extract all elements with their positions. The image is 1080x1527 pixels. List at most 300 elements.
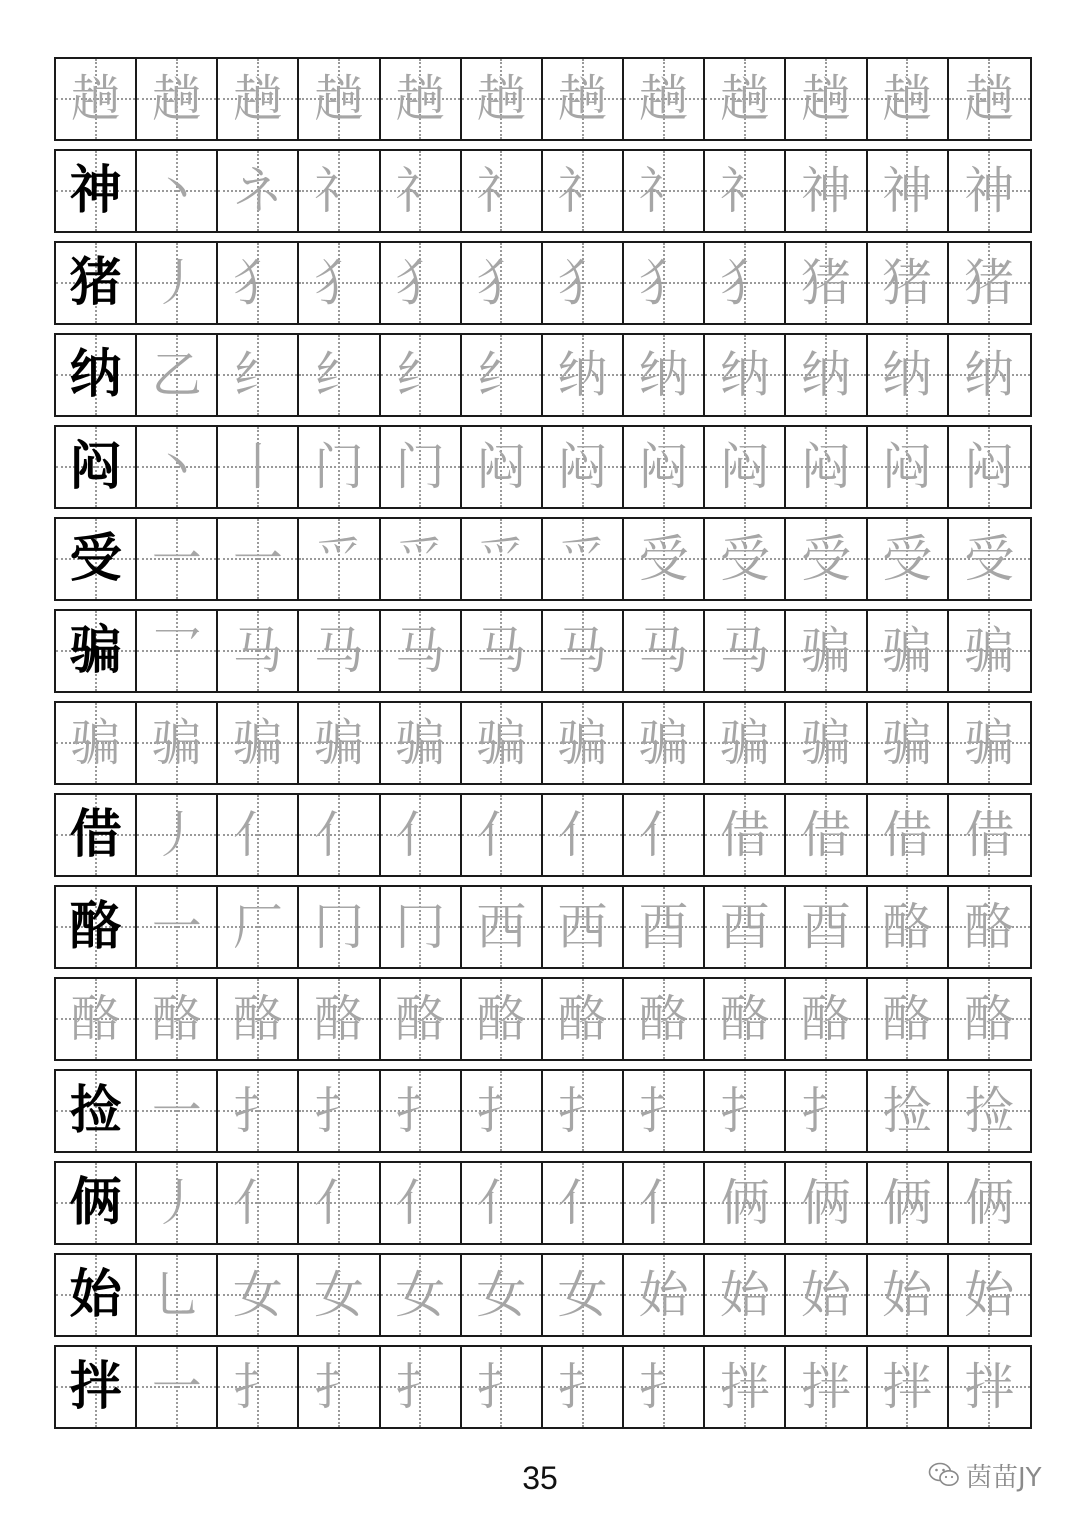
grid-cell [299,979,380,1059]
trace-character: 趟 [395,70,446,128]
trace-character: 纳 [882,346,933,404]
practice-row [54,57,1032,141]
trace-character: 女 [314,1266,365,1324]
grid-cell [949,611,1030,691]
grid-cell [462,1255,543,1335]
trace-character: 扌 [638,1358,689,1416]
grid-cell [56,151,137,231]
trace-character: 酪 [557,990,608,1048]
trace-character: 纟 [476,346,527,404]
grid-cell [218,1071,299,1151]
grid-cell [624,887,705,967]
trace-character: 扌 [232,1358,283,1416]
grid-cell [624,427,705,507]
trace-character: 丶 [151,162,202,220]
model-character: 纳 [69,345,122,405]
trace-character: 借 [964,806,1015,864]
grid-cell [543,887,624,967]
grid-cell [786,887,867,967]
grid-cell [868,427,949,507]
grid-cell [868,1163,949,1243]
trace-character: 拌 [800,1358,851,1416]
grid-cell [56,979,137,1059]
trace-character: 扌 [557,1358,608,1416]
grid-cell [218,1255,299,1335]
trace-character: 始 [964,1266,1015,1324]
trace-character: 骗 [638,714,689,772]
grid-cell [137,243,218,323]
trace-character: 酪 [882,990,933,1048]
model-character: 酪 [69,897,122,957]
trace-character: 亻 [232,1174,283,1232]
trace-character: 扌 [476,1358,527,1416]
trace-character: 一 [151,898,202,956]
trace-character: 礻 [314,162,365,220]
trace-character: 马 [557,622,608,680]
grid-cell [381,59,462,139]
trace-character: 骗 [964,714,1015,772]
grid-cell [705,243,786,323]
trace-character: 受 [964,530,1015,588]
grid-cell [462,427,543,507]
practice-row [54,1253,1032,1337]
trace-character: 扌 [395,1358,446,1416]
grid-cell [868,151,949,231]
grid-cell [56,611,137,691]
trace-character: 马 [476,622,527,680]
trace-character: 酪 [719,990,770,1048]
grid-cell [381,519,462,599]
practice-row [54,517,1032,601]
grid-cell [949,979,1030,1059]
trace-character: 门 [314,438,365,496]
grid-cell [218,59,299,139]
grid-cell [218,519,299,599]
grid-cell [705,1071,786,1151]
grid-cell [56,887,137,967]
trace-character: 借 [882,806,933,864]
grid-cell [299,59,380,139]
trace-character: 受 [882,530,933,588]
trace-character: 扌 [476,1082,527,1140]
trace-character: 西 [476,898,527,956]
grid-cell [624,611,705,691]
trace-character: 酪 [964,898,1015,956]
grid-cell [786,243,867,323]
grid-cell [56,1255,137,1335]
trace-character: 亻 [314,1174,365,1232]
trace-character: 骗 [719,714,770,772]
trace-character: 趟 [151,70,202,128]
trace-character: 酪 [70,990,121,1048]
trace-character: 闷 [638,438,689,496]
grid-cell [786,1255,867,1335]
practice-row [54,149,1032,233]
grid-cell [543,703,624,783]
trace-character: 丿 [151,254,202,312]
grid-cell [137,427,218,507]
trace-character: 酪 [395,990,446,1048]
trace-character: 酪 [476,990,527,1048]
grid-cell [137,519,218,599]
grid-cell [462,611,543,691]
trace-character: 丨 [232,438,283,496]
trace-character: 受 [800,530,851,588]
model-character: 骗 [69,621,122,681]
model-character: 神 [69,161,122,221]
grid-cell [868,1255,949,1335]
grid-cell [543,335,624,415]
trace-character: 骗 [70,714,121,772]
grid-cell [137,795,218,875]
model-character: 俩 [69,1173,122,1233]
grid-cell [462,59,543,139]
trace-character: 骗 [800,714,851,772]
grid-cell [705,1347,786,1427]
trace-character: 酪 [800,990,851,1048]
trace-character: 爫 [476,530,527,588]
trace-character: 猪 [800,254,851,312]
grid-cell [462,1163,543,1243]
grid-cell [949,427,1030,507]
trace-character: 纟 [232,346,283,404]
trace-character: 神 [882,162,933,220]
watermark-text: 茵苗JY [966,1462,1042,1493]
watermark [928,1457,1042,1493]
trace-character: 借 [800,806,851,864]
trace-character: 猪 [882,254,933,312]
grid-cell [786,795,867,875]
grid-cell [381,979,462,1059]
trace-character: 丶 [151,438,202,496]
grid-cell [624,795,705,875]
grid-cell [462,243,543,323]
grid-cell [218,611,299,691]
trace-character: 趟 [314,70,365,128]
model-character: 始 [69,1265,122,1325]
grid-cell [381,887,462,967]
trace-character: 纳 [800,346,851,404]
grid-cell [56,59,137,139]
grid-cell [868,335,949,415]
trace-character: 骗 [476,714,527,772]
grid-cell [624,519,705,599]
grid-cell [462,1347,543,1427]
trace-character: 俩 [882,1174,933,1232]
trace-character: 酉 [638,898,689,956]
trace-character: 闷 [882,438,933,496]
grid-cell [137,979,218,1059]
trace-character: 闷 [557,438,608,496]
grid-cell [624,1163,705,1243]
trace-character: 酪 [151,990,202,1048]
trace-character: 马 [395,622,446,680]
grid-cell [56,335,137,415]
trace-character: 爫 [395,530,446,588]
model-character: 捡 [69,1081,122,1141]
trace-character: 趟 [638,70,689,128]
grid-cell [949,59,1030,139]
trace-character: 扌 [557,1082,608,1140]
grid-cell [624,151,705,231]
grid-cell [56,703,137,783]
grid-cell [705,59,786,139]
trace-character: 冂 [395,898,446,956]
trace-character: 乛 [151,622,202,680]
grid-cell [868,1347,949,1427]
grid-cell [56,519,137,599]
trace-character: 女 [395,1266,446,1324]
practice-row [54,333,1032,417]
grid-cell [462,335,543,415]
grid-cell [624,243,705,323]
trace-character: 马 [719,622,770,680]
grid-cell [786,59,867,139]
trace-character: 骗 [314,714,365,772]
trace-character: 冂 [314,898,365,956]
grid-cell [299,427,380,507]
trace-character: 借 [719,806,770,864]
grid-cell [949,1071,1030,1151]
trace-character: 骗 [557,714,608,772]
trace-character: 纟 [395,346,446,404]
grid-cell [218,795,299,875]
grid-cell [786,979,867,1059]
trace-character: 礻 [476,162,527,220]
grid-cell [462,795,543,875]
model-character: 借 [69,805,122,865]
grid-cell [137,59,218,139]
grid-cell [218,335,299,415]
trace-character: 亻 [314,806,365,864]
grid-cell [705,335,786,415]
trace-character: 犭 [232,254,283,312]
grid-cell [218,979,299,1059]
grid-cell [462,151,543,231]
grid-cell [705,887,786,967]
grid-cell [137,887,218,967]
grid-cell [381,703,462,783]
trace-character: 骗 [964,622,1015,680]
model-character: 猪 [69,253,122,313]
grid-cell [462,1071,543,1151]
trace-character: 扌 [638,1082,689,1140]
grid-cell [949,795,1030,875]
page-number: 35 [522,1460,558,1496]
trace-character: 乙 [151,346,202,404]
grid-cell [218,151,299,231]
trace-character: 趟 [476,70,527,128]
grid-cell [299,1071,380,1151]
trace-character: 酉 [800,898,851,956]
trace-character: 酪 [882,898,933,956]
grid-cell [543,1347,624,1427]
trace-character: 亻 [557,1174,608,1232]
grid-cell [543,979,624,1059]
grid-cell [299,519,380,599]
grid-cell [705,795,786,875]
trace-character: 西 [557,898,608,956]
model-character: 闷 [69,437,122,497]
grid-cell [381,611,462,691]
grid-cell [218,1347,299,1427]
grid-cell [949,1255,1030,1335]
trace-character: 丿 [151,1174,202,1232]
practice-row [54,609,1032,693]
trace-character: 亻 [395,806,446,864]
grid-cell [705,1255,786,1335]
trace-character: 一 [151,1358,202,1416]
grid-cell [949,151,1030,231]
grid-cell [868,59,949,139]
trace-character: 骗 [882,714,933,772]
trace-character: 女 [232,1266,283,1324]
grid-cell [543,1071,624,1151]
grid-cell [299,1255,380,1335]
grid-cell [137,1071,218,1151]
grid-cell [462,703,543,783]
grid-cell [56,1071,137,1151]
grid-cell [786,703,867,783]
trace-character: 爫 [314,530,365,588]
trace-character: 一 [232,530,283,588]
trace-character: 拌 [719,1358,770,1416]
trace-character: 闷 [719,438,770,496]
practice-row [54,241,1032,325]
grid-cell [868,611,949,691]
trace-character: 始 [719,1266,770,1324]
trace-character: 拌 [882,1358,933,1416]
trace-character: 捡 [882,1082,933,1140]
trace-character: 俩 [964,1174,1015,1232]
trace-character: 乚 [151,1266,202,1324]
trace-character: 骗 [151,714,202,772]
trace-character: 门 [395,438,446,496]
trace-character: 一 [151,1082,202,1140]
grid-cell [786,151,867,231]
trace-character: 骗 [232,714,283,772]
trace-character: 神 [964,162,1015,220]
grid-cell [705,703,786,783]
grid-cell [624,703,705,783]
grid-cell [705,519,786,599]
grid-cell [56,427,137,507]
grid-cell [299,611,380,691]
trace-character: 马 [638,622,689,680]
trace-character: 趟 [719,70,770,128]
trace-character: 趟 [557,70,608,128]
grid-cell [543,611,624,691]
grid-cell [299,335,380,415]
grid-cell [299,703,380,783]
trace-character: 酪 [232,990,283,1048]
practice-row [54,425,1032,509]
grid-cell [299,887,380,967]
grid-cell [543,795,624,875]
grid-cell [299,1163,380,1243]
grid-cell [705,611,786,691]
trace-character: 纳 [964,346,1015,404]
trace-character: 亻 [638,1174,689,1232]
practice-row [54,701,1032,785]
grid-cell [624,1347,705,1427]
grid-cell [705,1163,786,1243]
grid-cell [56,1347,137,1427]
wechat-icon [928,1461,960,1489]
trace-character: 马 [232,622,283,680]
trace-character: 受 [719,530,770,588]
trace-character: 厂 [232,898,283,956]
trace-character: 趟 [800,70,851,128]
trace-character: 犭 [557,254,608,312]
grid-cell [381,1071,462,1151]
trace-character: 礻 [557,162,608,220]
trace-character: 扌 [232,1082,283,1140]
trace-character: 女 [476,1266,527,1324]
trace-character: 闷 [800,438,851,496]
trace-character: 趟 [882,70,933,128]
grid-cell [705,427,786,507]
grid-cell [543,427,624,507]
grid-cell [786,427,867,507]
trace-character: 始 [882,1266,933,1324]
grid-cell [299,151,380,231]
trace-character: 趟 [964,70,1015,128]
trace-character: 扌 [314,1358,365,1416]
grid-cell [218,887,299,967]
grid-cell [786,335,867,415]
trace-character: 丿 [151,806,202,864]
grid-cell [137,335,218,415]
model-character: 受 [69,529,122,589]
trace-character: 女 [557,1266,608,1324]
grid-cell [218,427,299,507]
grid-cell [543,151,624,231]
grid-cell [624,979,705,1059]
grid-cell [949,703,1030,783]
trace-character: 礻 [719,162,770,220]
trace-character: 一 [151,530,202,588]
trace-character: 纳 [638,346,689,404]
grid-cell [299,795,380,875]
trace-character: 犭 [638,254,689,312]
grid-cell [218,1163,299,1243]
trace-character: 亻 [395,1174,446,1232]
grid-cell [462,519,543,599]
practice-row [54,1345,1032,1429]
grid-cell [137,1347,218,1427]
trace-character: 爫 [557,530,608,588]
grid-cell [786,1071,867,1151]
trace-character: 亻 [476,806,527,864]
grid-cell [868,979,949,1059]
trace-character: 亻 [557,806,608,864]
grid-cell [949,519,1030,599]
trace-character: 骗 [395,714,446,772]
grid-cell [218,243,299,323]
grid-cell [381,1347,462,1427]
grid-cell [56,1163,137,1243]
grid-cell [462,979,543,1059]
trace-character: 纳 [557,346,608,404]
grid-cell [381,1163,462,1243]
trace-character: 酪 [964,990,1015,1048]
grid-cell [381,795,462,875]
trace-character: 酪 [638,990,689,1048]
grid-cell [624,1071,705,1151]
grid-cell [543,59,624,139]
grid-cell [56,795,137,875]
